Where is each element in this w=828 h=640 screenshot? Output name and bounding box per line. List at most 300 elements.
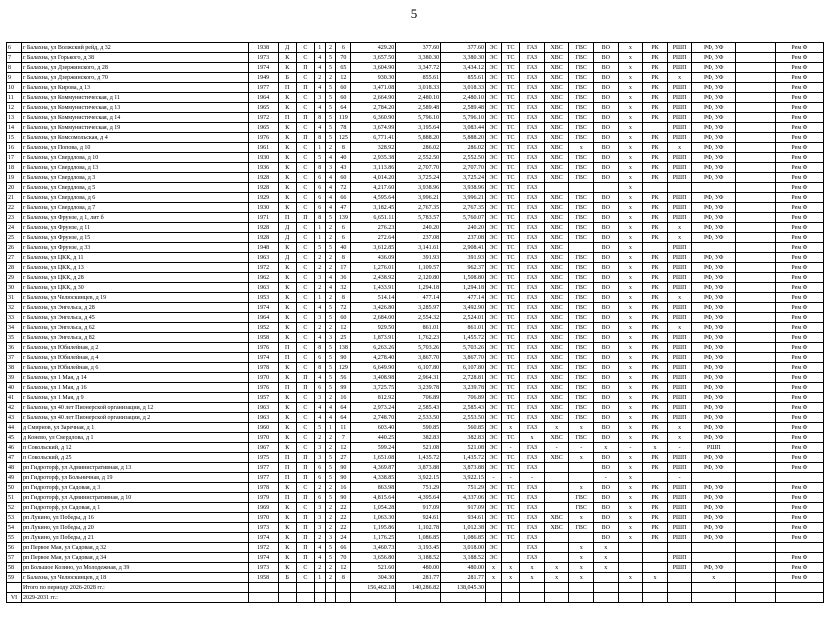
table-cell: ВО — [594, 153, 619, 163]
table-cell: 1978 — [248, 483, 278, 493]
table-cell: П — [296, 463, 314, 473]
table-cell — [736, 453, 776, 463]
table-cell — [502, 553, 520, 563]
table-cell: ГАЗ — [520, 483, 545, 493]
table-row — [7, 183, 824, 193]
table-cell: ТС — [502, 193, 520, 203]
table-cell: 4,395.64 — [396, 493, 441, 503]
table-cell: 36 — [7, 343, 22, 353]
table-cell: РК — [643, 363, 668, 373]
table-row — [7, 263, 824, 273]
table-cell: г Балахна, ул ЦКК, д 30 — [21, 283, 248, 293]
table-cell: С — [296, 103, 314, 113]
table-cell: 5,703.26 — [396, 343, 441, 353]
table-cell: ХВС — [544, 273, 569, 283]
table-cell: 3,657.50 — [351, 53, 396, 63]
table-cell: 2,767.35 — [396, 203, 441, 213]
table-cell: Рем Ф — [775, 153, 823, 163]
table-cell: 6 — [314, 463, 325, 473]
table-cell: ВО — [594, 213, 619, 223]
table-row — [7, 563, 824, 573]
table-cell: ГВС — [569, 273, 594, 283]
table-cell: г Балахна, ул Челюскинцев, д 19 — [21, 293, 248, 303]
table-cell: 6 — [336, 233, 351, 243]
table-cell: 22 — [336, 513, 351, 523]
table-cell: 934.61 — [441, 513, 486, 523]
table-cell: ЭС — [486, 173, 502, 183]
table-cell: Д — [278, 43, 296, 53]
table-cell: г Балахна, ул Свердлова, д 6 — [21, 193, 248, 203]
table-cell: П — [296, 553, 314, 563]
table-cell: ГАЗ — [520, 163, 545, 173]
table-cell: 3,938.96 — [396, 183, 441, 193]
table-cell: 3 — [314, 313, 325, 323]
table-cell: 2 — [325, 573, 336, 583]
table-cell: ВО — [594, 503, 619, 513]
table-cell: ГВС — [569, 173, 594, 183]
table-cell: Рем Ф — [775, 223, 823, 233]
table-cell: РК — [643, 253, 668, 263]
table-cell: ХВС — [544, 433, 569, 443]
table-cell: 4 — [314, 103, 325, 113]
table-cell: 16 — [336, 483, 351, 493]
table-cell: 3,193.45 — [396, 543, 441, 553]
table-cell: - — [569, 443, 594, 453]
table-cell: 5 — [325, 473, 336, 483]
table-cell: С — [296, 483, 314, 493]
table-cell: 1 — [314, 293, 325, 303]
table-cell: 1948 — [248, 243, 278, 253]
table-cell: К — [278, 553, 296, 563]
table-cell: 37 — [7, 353, 22, 363]
table-cell: П — [296, 113, 314, 123]
table-cell: РФ, УФ — [692, 373, 736, 383]
table-cell: х — [618, 383, 643, 393]
table-cell: ГАЗ — [520, 443, 545, 453]
table-cell — [736, 283, 776, 293]
table-cell: 521.60 — [351, 563, 396, 573]
table-cell: 1928 — [248, 183, 278, 193]
table-row — [7, 303, 824, 313]
table-cell: ТС — [502, 73, 520, 83]
table-cell: 6,360.90 — [351, 113, 396, 123]
table-cell: г Балахна, ул ЦКК, д 28 — [21, 273, 248, 283]
table-cell: х — [569, 553, 594, 563]
table-cell: 2 — [314, 563, 325, 573]
table-cell — [736, 433, 776, 443]
table-cell: РШП — [667, 193, 692, 203]
table-cell: х — [667, 293, 692, 303]
table-cell: 5 — [325, 213, 336, 223]
table-cell: г Балахна, ул Энгельса, д 45 — [21, 313, 248, 323]
table-cell: РК — [643, 63, 668, 73]
table-cell: 5 — [325, 53, 336, 63]
table-cell: ЭС — [486, 93, 502, 103]
table-cell: 1969 — [248, 503, 278, 513]
table-cell: С — [296, 243, 314, 253]
table-cell: 3,239.78 — [396, 383, 441, 393]
table-cell: 2 — [325, 563, 336, 573]
table-cell: 4 — [325, 413, 336, 423]
table-cell: С — [296, 563, 314, 573]
table-cell: 1962 — [248, 273, 278, 283]
table-cell: ГАЗ — [520, 463, 545, 473]
table-cell: РФ, УФ — [692, 353, 736, 363]
table-cell: 3 — [325, 333, 336, 343]
table-cell: 15 — [7, 133, 22, 143]
table-cell: Б — [278, 73, 296, 83]
table-cell: РК — [643, 343, 668, 353]
table-cell: 286.02 — [396, 143, 441, 153]
table-cell: х — [520, 563, 545, 573]
table-row — [7, 223, 824, 233]
table-cell: ВО — [594, 293, 619, 303]
table-cell: х — [569, 563, 594, 573]
table-cell: К — [278, 283, 296, 293]
table-cell: Рем Ф — [775, 393, 823, 403]
table-cell: 3,018.00 — [441, 543, 486, 553]
table-cell: Рем Ф — [775, 163, 823, 173]
table-cell: ЭС — [486, 223, 502, 233]
table-cell: С — [296, 93, 314, 103]
table-cell — [736, 383, 776, 393]
table-row — [7, 523, 824, 533]
table-cell: х — [667, 323, 692, 333]
table-cell: ТС — [502, 133, 520, 143]
table-cell: РК — [643, 143, 668, 153]
table-row — [7, 273, 824, 283]
table-cell: ВО — [594, 53, 619, 63]
table-cell: ВО — [594, 73, 619, 83]
table-cell: РШП — [667, 393, 692, 403]
table-cell: ЭС — [486, 373, 502, 383]
table-cell: ГВС — [569, 153, 594, 163]
table-cell: 1973 — [248, 523, 278, 533]
table-cell: рп Лукино, ул Победы, д 21 — [21, 533, 248, 543]
table-cell: П — [296, 63, 314, 73]
table-cell: РФ, УФ — [692, 503, 736, 513]
table-cell: 436.09 — [351, 253, 396, 263]
table-cell: Рем Ф — [775, 143, 823, 153]
table-cell: К — [278, 323, 296, 333]
table-cell: х — [502, 573, 520, 583]
table-cell: 6,107.80 — [441, 363, 486, 373]
table-cell — [736, 143, 776, 153]
table-cell: ТС — [502, 143, 520, 153]
table-cell: 5 — [325, 113, 336, 123]
table-cell — [544, 493, 569, 503]
table-cell: ГВС — [569, 103, 594, 113]
table-cell: ВО — [594, 163, 619, 173]
table-cell: 1,086.85 — [441, 533, 486, 543]
table-cell: 129 — [336, 363, 351, 373]
table-cell: 3,725.24 — [396, 173, 441, 183]
table-cell: 1973 — [248, 53, 278, 63]
table-cell: ЭС — [486, 83, 502, 93]
table-cell: 3,725.24 — [441, 173, 486, 183]
table-cell: 22 — [7, 203, 22, 213]
table-cell: 4 — [325, 183, 336, 193]
table-cell: РК — [643, 483, 668, 493]
table-cell: ХВС — [544, 123, 569, 133]
table-cell: х — [618, 303, 643, 313]
table-cell: РФ, УФ — [692, 523, 736, 533]
table-cell: ХВС — [544, 403, 569, 413]
table-cell: ВО — [594, 93, 619, 103]
table-cell: ГВС — [569, 123, 594, 133]
table-cell: 12 — [7, 103, 22, 113]
table-row — [7, 493, 824, 503]
table-cell: 4,278.40 — [351, 353, 396, 363]
table-row — [7, 553, 824, 563]
table-cell: 751.29 — [396, 483, 441, 493]
table-cell: 1 — [314, 43, 325, 53]
table-cell: С — [296, 573, 314, 583]
table-cell: 5 — [325, 93, 336, 103]
table-cell: х — [618, 193, 643, 203]
table-cell: ЭС — [486, 123, 502, 133]
table-cell: 5 — [314, 243, 325, 253]
table-cell: 917.09 — [396, 503, 441, 513]
table-cell: ГАЗ — [520, 213, 545, 223]
table-cell: К — [278, 243, 296, 253]
table-cell: ЭС — [486, 533, 502, 543]
table-cell: 917.09 — [441, 503, 486, 513]
table-cell: 43 — [336, 163, 351, 173]
table-cell: ХВС — [544, 63, 569, 73]
table-cell: С — [296, 413, 314, 423]
table-cell: К — [278, 123, 296, 133]
table-cell: ГВС — [569, 133, 594, 143]
table-cell: ТС — [502, 393, 520, 403]
table-cell: х — [618, 423, 643, 433]
table-cell: 7 — [336, 433, 351, 443]
table-cell: ХВС — [544, 453, 569, 463]
table-cell: 5 — [325, 243, 336, 253]
table-cell: Рем Ф — [775, 563, 823, 573]
table-cell: П — [278, 353, 296, 363]
table-cell: г Балахна, ул Коммунистическая, д 11 — [21, 93, 248, 103]
table-cell: 3,426.80 — [351, 303, 396, 313]
table-cell: 3,113.86 — [351, 163, 396, 173]
table-cell: ГАЗ — [520, 243, 545, 253]
table-cell: 4 — [325, 283, 336, 293]
table-cell: х — [618, 523, 643, 533]
table-cell: РШП — [667, 203, 692, 213]
table-cell: х — [618, 143, 643, 153]
table-cell: Рем Ф — [775, 133, 823, 143]
table-cell: 14 — [7, 123, 22, 133]
table-cell: х — [544, 573, 569, 583]
table-cell: г Балахна, ул Свердлова, д 5 — [21, 183, 248, 193]
table-cell: С — [296, 433, 314, 443]
table-cell: 2,524.01 — [441, 313, 486, 323]
table-cell: 1958 — [248, 573, 278, 583]
table-cell: ТС — [502, 273, 520, 283]
table-cell: 1,102.78 — [396, 523, 441, 533]
table-cell: ГВС — [569, 233, 594, 243]
table-cell: ТС — [502, 183, 520, 193]
table-cell: Рем Ф — [775, 323, 823, 333]
table-cell: г Балахна, ул Фрунзе, д 1, лит б — [21, 213, 248, 223]
table-cell: ГАЗ — [520, 313, 545, 323]
register-body — [7, 43, 824, 583]
table-cell: РШП — [667, 493, 692, 503]
table-cell: х — [618, 133, 643, 143]
table-cell: 4 — [314, 53, 325, 63]
table-cell: С — [296, 53, 314, 63]
table-cell: х — [569, 483, 594, 493]
table-cell: РФ, УФ — [692, 213, 736, 223]
table-cell: х — [618, 493, 643, 503]
table-cell — [736, 43, 776, 53]
table-cell: 5 — [325, 383, 336, 393]
table-cell: 5 — [325, 363, 336, 373]
table-cell: 9 — [7, 73, 22, 83]
table-cell: 861.01 — [396, 323, 441, 333]
table-cell: ВО — [594, 203, 619, 213]
table-cell: - — [502, 443, 520, 453]
table-cell: 4,815.64 — [351, 493, 396, 503]
table-cell: 8 — [314, 133, 325, 143]
table-cell: 2,438.92 — [351, 273, 396, 283]
table-cell: ГВС — [569, 83, 594, 93]
table-cell: РФ, УФ — [692, 273, 736, 283]
table-cell: 3,492.90 — [441, 303, 486, 313]
table-cell: ХВС — [544, 93, 569, 103]
table-cell: РФ, УФ — [692, 333, 736, 343]
table-cell: Рем Ф — [775, 43, 823, 53]
table-cell: Д — [278, 223, 296, 233]
table-cell: РФ, УФ — [692, 113, 736, 123]
table-cell: ГВС — [569, 163, 594, 173]
table-cell: ЭС — [486, 63, 502, 73]
table-cell: ЭС — [486, 263, 502, 273]
table-cell: РК — [643, 373, 668, 383]
table-cell: 706.89 — [396, 393, 441, 403]
table-cell: 4,217.60 — [351, 183, 396, 193]
table-cell — [736, 373, 776, 383]
table-cell: ГВС — [569, 523, 594, 533]
table-cell: 6 — [314, 353, 325, 363]
table-cell: 41 — [7, 393, 22, 403]
table-cell: 49 — [7, 473, 22, 483]
table-cell: 1976 — [248, 383, 278, 393]
table-cell: 514.14 — [351, 293, 396, 303]
table-cell: 377.60 — [441, 43, 486, 53]
table-cell: ВО — [594, 143, 619, 153]
table-row — [7, 293, 824, 303]
table-cell — [736, 243, 776, 253]
table-cell: - — [667, 473, 692, 483]
table-cell: С — [296, 363, 314, 373]
table-cell: 5 — [314, 423, 325, 433]
table-cell: ХВС — [544, 103, 569, 113]
table-cell — [544, 183, 569, 193]
table-cell: 27 — [336, 453, 351, 463]
table-cell: С — [296, 323, 314, 333]
table-cell: К — [278, 373, 296, 383]
table-cell: 32 — [7, 303, 22, 313]
table-cell: С — [296, 73, 314, 83]
table-cell: ГАЗ — [520, 123, 545, 133]
table-cell: С — [296, 193, 314, 203]
table-cell: 1,276.01 — [351, 263, 396, 273]
table-cell: 60 — [336, 93, 351, 103]
table-cell: 5 — [325, 493, 336, 503]
table-cell: 1963 — [248, 253, 278, 263]
table-cell: 3,922.15 — [441, 473, 486, 483]
table-cell: РК — [643, 93, 668, 103]
table-cell: ГАЗ — [520, 543, 545, 553]
table-cell: РФ, УФ — [692, 163, 736, 173]
table-cell — [618, 563, 643, 573]
table-cell: ГАЗ — [520, 523, 545, 533]
table-cell: ВО — [594, 523, 619, 533]
table-cell: 3,656.80 — [351, 553, 396, 563]
table-cell — [736, 483, 776, 493]
table-cell: ГАЗ — [520, 453, 545, 463]
table-cell: ГВС — [569, 213, 594, 223]
table-cell: - — [520, 473, 545, 483]
table-cell: ТС — [502, 153, 520, 163]
table-cell: ХВС — [544, 363, 569, 373]
table-cell: 2 — [325, 293, 336, 303]
table-cell: 6 — [314, 183, 325, 193]
table-cell: 1967 — [248, 443, 278, 453]
table-cell: 237.08 — [396, 233, 441, 243]
table-cell: ЭС — [486, 213, 502, 223]
table-cell: РК — [643, 273, 668, 283]
table-cell: ТС — [502, 113, 520, 123]
table-cell: х — [618, 393, 643, 403]
table-cell: 5 — [325, 63, 336, 73]
table-cell: 5 — [325, 133, 336, 143]
table-cell: ЭС — [486, 183, 502, 193]
table-cell: ХВС — [544, 523, 569, 533]
table-cell: ТС — [502, 123, 520, 133]
table-cell: ЭС — [486, 403, 502, 413]
table-cell: 90 — [336, 473, 351, 483]
table-cell: ГВС — [569, 433, 594, 443]
table-cell: ЭС — [486, 163, 502, 173]
table-cell: х — [618, 363, 643, 373]
table-row — [7, 573, 824, 583]
table-cell: 521.08 — [441, 443, 486, 453]
table-cell: 3 — [314, 93, 325, 103]
table-cell: г Балахна, ул Свердлова, д 13 — [21, 163, 248, 173]
table-cell: П — [278, 463, 296, 473]
table-cell: 480.00 — [441, 563, 486, 573]
table-cell: 3,083.44 — [441, 123, 486, 133]
table-cell: ГВС — [569, 353, 594, 363]
table-cell: ХВС — [544, 413, 569, 423]
total-area-2: 140,286.82 — [396, 583, 441, 593]
table-cell: ГВС — [569, 43, 594, 53]
table-cell: К — [278, 93, 296, 103]
table-cell: ГАЗ — [520, 113, 545, 123]
table-cell: ГАЗ — [520, 223, 545, 233]
table-cell: х — [618, 73, 643, 83]
table-cell: х — [618, 243, 643, 253]
table-cell: 5,796.10 — [441, 113, 486, 123]
table-cell: 560.85 — [441, 423, 486, 433]
table-cell: РФ, УФ — [692, 463, 736, 473]
table-cell: 929.50 — [351, 323, 396, 333]
table-cell: 4,338.85 — [351, 473, 396, 483]
table-cell — [736, 263, 776, 273]
table-cell: ТС — [502, 363, 520, 373]
